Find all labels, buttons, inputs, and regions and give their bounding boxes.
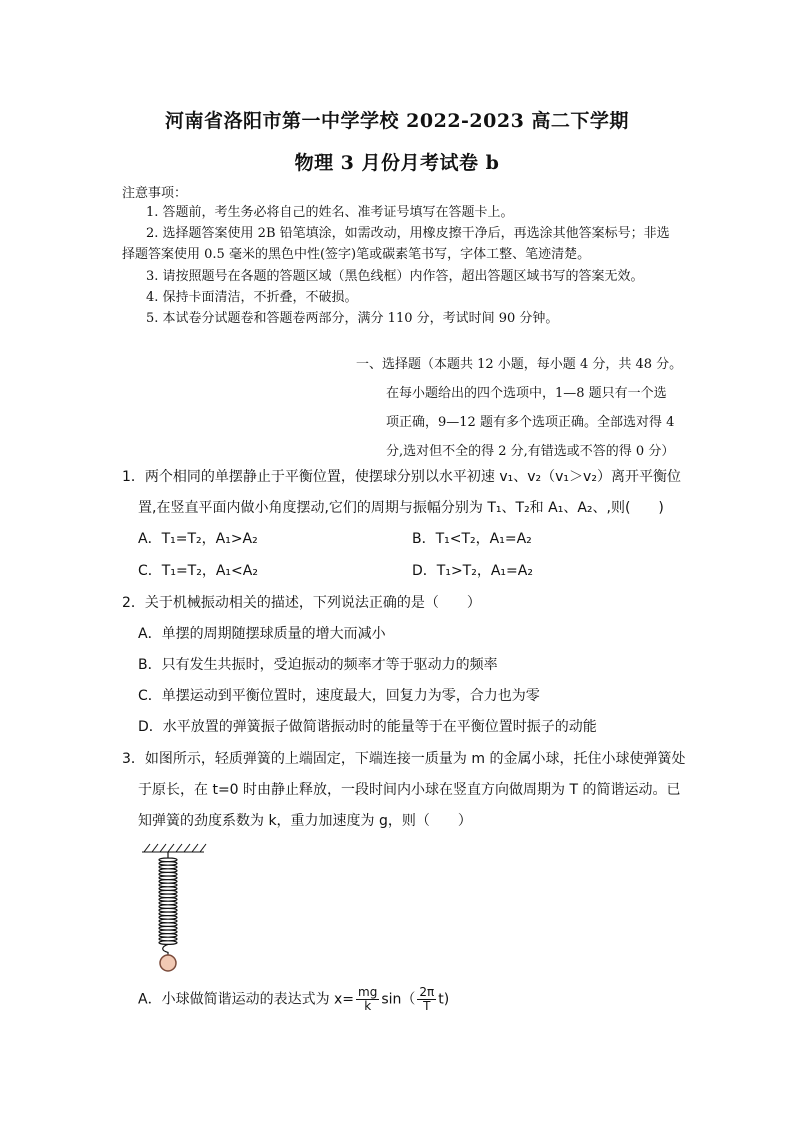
notice-item-3: 3. 请按照题号在各题的答题区域（黑色线框）内作答，超出答题区域书写的答案无效。: [146, 269, 644, 284]
q3-option-a: [138, 986, 449, 1013]
fraction-denominator: T: [423, 999, 431, 1013]
spring-coil: [159, 852, 177, 955]
q3-stem-line2: 于原长，在 t=0 时由静止释放，一段时间内小球在竖直方向做周期为 T 的简谐运动。已: [138, 782, 681, 798]
section-line: 在每小题给出的四个选项中，1—8 题只有一个选: [386, 386, 667, 401]
notice-item-5: 5. 本试卷分试题卷和答题卷两部分，满分 110 分，考试时间 90 分钟。: [146, 311, 559, 326]
q1-option-d: D．T₁>T₂，A₁=A₂: [412, 563, 533, 579]
section-line: 一、选择题（本题共 12 小题，每小题 4 分，共 48 分。: [356, 357, 683, 372]
exam-title-line2: 物理 3 月份月考试卷 b: [294, 152, 500, 174]
q3-option-a-sin: sin（: [381, 991, 416, 1008]
section-instructions: [356, 350, 686, 466]
q1-option-b: B．T₁<T₂，A₁=A₂: [412, 531, 532, 547]
q3-option-a-prefix: A．小球做简谐运动的表达式为 x=: [138, 991, 355, 1008]
metal-ball: [160, 955, 176, 971]
notice-heading: 注意事项：: [122, 186, 188, 201]
q2-stem: 2．关于机械振动相关的描述，下列说法正确的是（ ）: [122, 595, 481, 611]
q2-option-a: A．单摆的周期随摆球质量的增大而减小: [138, 626, 386, 642]
q1-stem-line1: 1．两个相同的单摆静止于平衡位置，使摆球分别以水平初速 v₁、v₂（v₁＞v₂）离开平衡位: [122, 469, 681, 485]
q2-option-c: C．单摆运动到平衡位置时，速度最大，回复力为零，合力也为零: [138, 688, 540, 704]
q2-option-b: B．只有发生共振时，受迫振动的频率才等于驱动力的频率: [138, 657, 498, 673]
section-line: 分,选对但不全的得 2 分,有错选或不答的得 0 分）: [386, 444, 675, 459]
q3-stem-line3: 知弹簧的劲度系数为 k，重力加速度为 g，则（ ）: [138, 813, 472, 829]
fraction-mg-over-k: [356, 986, 379, 1013]
exam-title-line1: 河南省洛阳市第一中学学校 2022-2023 高二下学期: [165, 110, 629, 132]
fraction-denominator: k: [364, 999, 372, 1013]
spring-ball-figure: [140, 842, 210, 977]
notice-item-2: 2. 选择题答案使用 2B 铅笔填涂，如需改动，用橡皮擦干净后，再选涂其他答案标号；非选择题答案使用 0.5 毫米的黑色中性(签字)笔或碳素笔书写，字体工整、笔迹清楚。: [122, 226, 670, 262]
q3-stem-line1: 3．如图所示，轻质弹簧的上端固定，下端连接一质量为 m 的金属小球，托住小球使弹簧处: [122, 751, 686, 767]
fraction-numerator: 2π: [419, 985, 435, 999]
notice-item-4: 4. 保持卡面清洁，不折叠，不破损。: [146, 290, 358, 305]
section-line: 项正确，9—12 题有多个选项正确。全部选对得 4: [386, 415, 675, 430]
fraction-numerator: mg: [358, 985, 378, 999]
q1-option-a: A．T₁=T₂，A₁>A₂: [138, 531, 258, 547]
q1-option-c: C．T₁=T₂，A₁<A₂: [138, 563, 258, 579]
ceiling-hatch: [142, 844, 206, 852]
q1-stem-line2: 置,在竖直平面内做小角度摆动,它们的周期与振幅分别为 T₁、T₂和 A₁、A₂、,则( ): [138, 500, 664, 516]
notice-item-1: 1. 答题前，考生务必将自己的姓名、准考证号填写在答题卡上。: [146, 205, 514, 220]
fraction-2pi-over-t: [417, 986, 436, 1013]
q3-option-a-suffix: t): [438, 991, 450, 1008]
q2-option-d: D．水平放置的弹簧振子做简谐振动时的能量等于在平衡位置时振子的动能: [138, 719, 597, 735]
